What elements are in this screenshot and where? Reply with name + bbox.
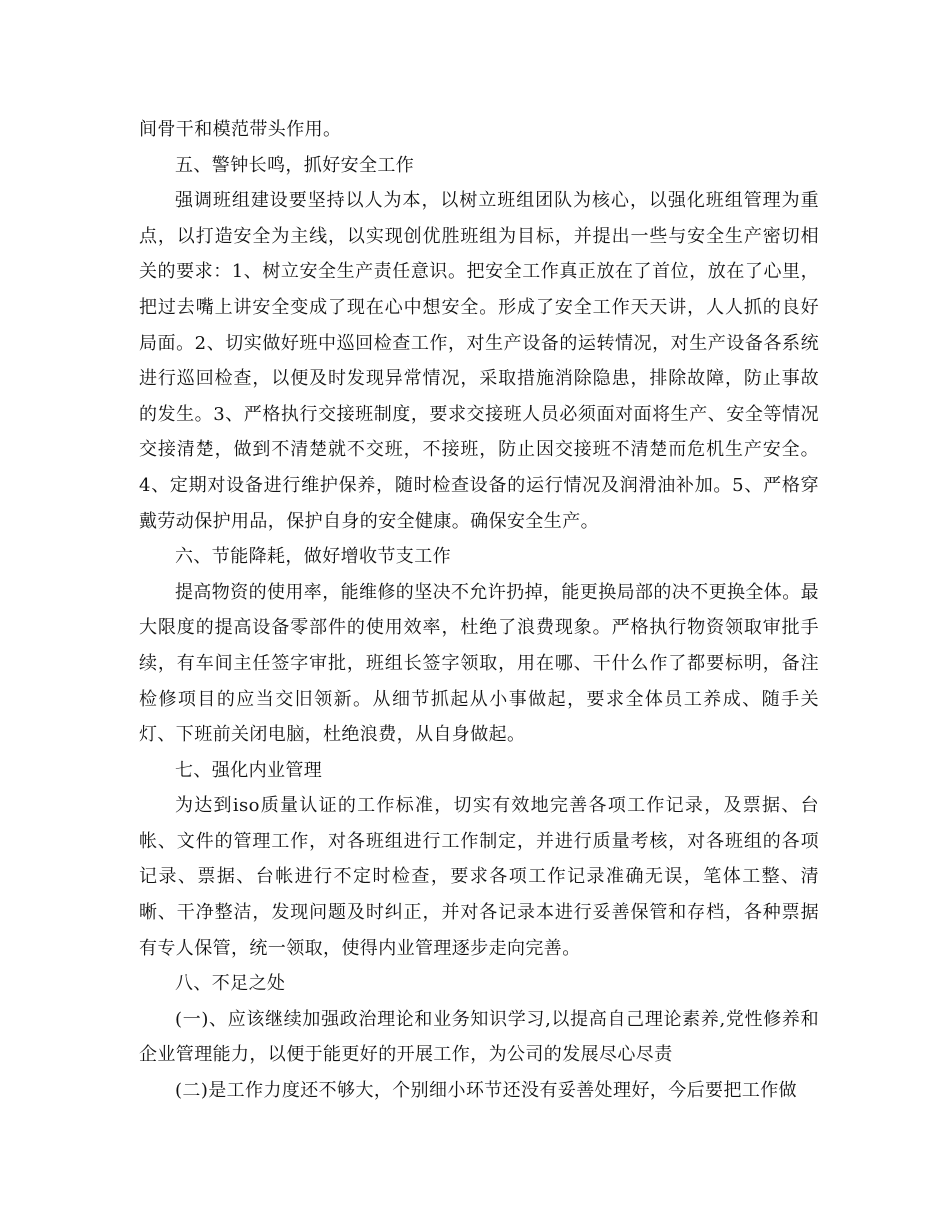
paragraph-shortcoming-2: (二)是工作力度还不够大，个别细小环节还没有妥善处理好，今后要把工作做 — [175, 1080, 798, 1102]
section-heading-8: 八、不足之处 — [175, 973, 286, 995]
paragraph-shortcoming-1: (一)、应该继续加强政治理论和业务知识学习,以提高自己理论素养,党性修养和企业管理能力，以便于能更好的开展工作，为公司的发展尽心尽责 — [139, 1008, 819, 1066]
paragraph-internal-management: 为达到iso质量认证的工作标准，切实有效地完善各项工作记录，及票据、台帐、文件的管理工作，对各班组进行工作制定，并进行质量考核，对各班组的各项记录、票据、台帐进行不定时检查，要求各项工作记录准确无误，笔体工整、清晰、干净整洁，发现问题及时纠正，并对各记录本进行妥善保管和存档，各种票据有专人保管，统一领取，使得内业管理逐步走向完善。 — [139, 795, 819, 959]
document-body — [139, 112, 819, 1109]
section-heading-5: 五、警钟长鸣，抓好安全工作 — [175, 154, 415, 176]
section-heading-6: 六、节能降耗，做好增收节支工作 — [175, 546, 451, 568]
paragraph-energy-saving: 提高物资的使用率，能维修的坚决不允许扔掉，能更换局部的决不更换全体。最大限度的提高设备零部件的使用效率，杜绝了浪费现象。严格执行物资领取审批手续，有车间主任签字审批，班组长签字领取，用在哪、干什么作了都要标明，备注检修项目的应当交旧领新。从细节抓起从小事做起，要求全体员工养成、随手关灯、下班前关闭电脑，杜绝浪费，从自身做起。 — [139, 581, 819, 746]
paragraph-safety: 强调班组建设要坚持以人为本，以树立班组团队为核心，以强化班组管理为重点，以打造安全为主线，以实现创优胜班组为目标，并提出一些与安全生产密切相关的要求：1、树立安全生产责任意识。把安全工作真正放在了首位，放在了心里，把过去嘴上讲安全变成了现在心中想安全。形成了安全工作天天讲，人人抓的良好局面。2、切实做好班中巡回检查工作，对生产设备的运转情况，对生产设备各系统进行巡回检查，以便及时发现异常情况，采取措施消除隐患，排除故障，防止事故的发生。3、严格执行交接班制度，要求交接班人员必须面对面将生产、安全等情况交接清楚，做到不清楚就不交班，不接班，防止因交接班不清楚而危机生产安全。4、定期对设备进行维护保养，随时检查设备的运行情况及润滑油补加。5、严格穿戴劳动保护用品，保护自身的安全健康。确保安全生产。 — [139, 190, 819, 532]
paragraph-continuation: 间骨干和模范带头作用。 — [139, 119, 342, 140]
section-heading-7: 七、强化内业管理 — [175, 759, 323, 781]
